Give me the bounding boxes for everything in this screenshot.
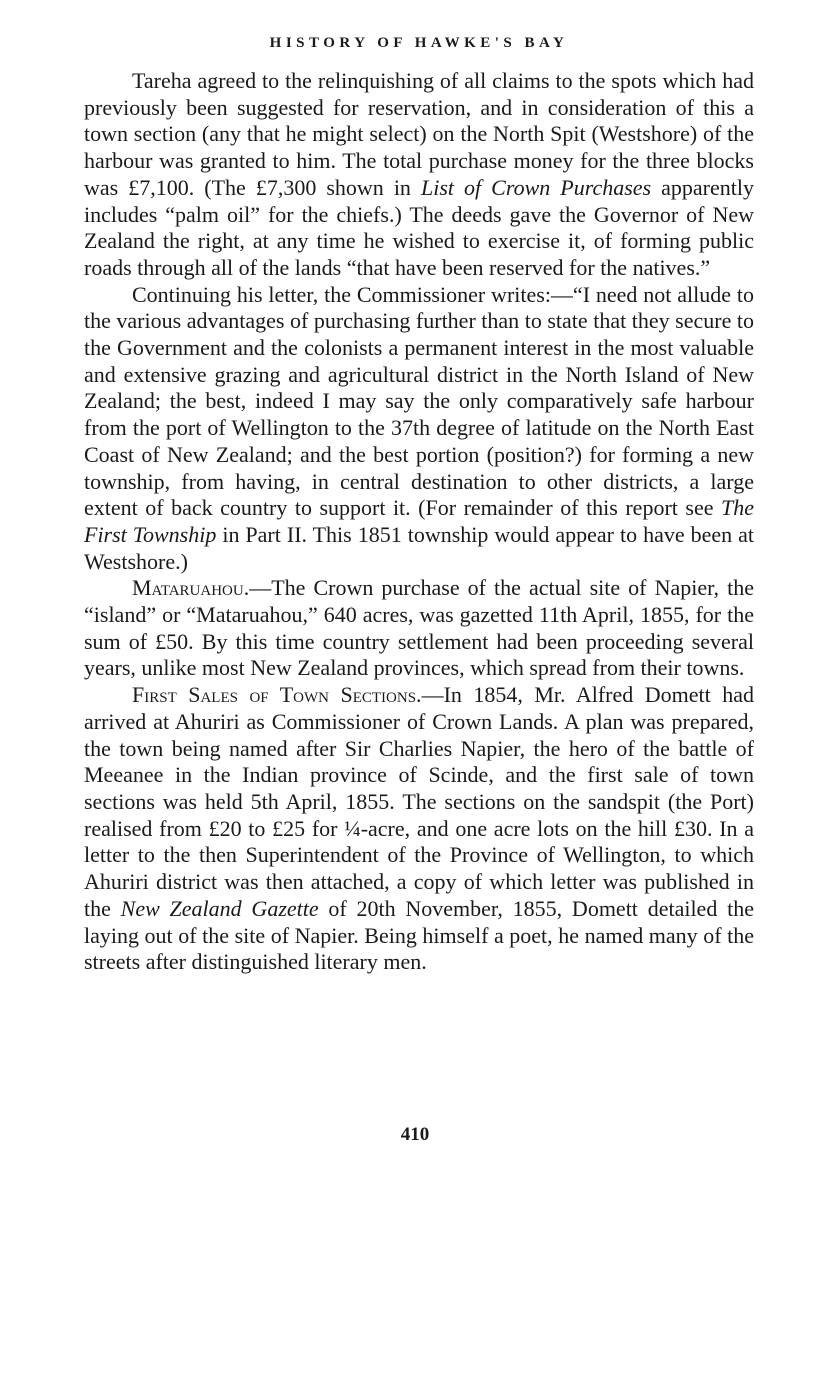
running-head: HISTORY OF HAWKE'S BAY bbox=[269, 35, 569, 51]
paragraph-1-text-a: Tareha agreed to the relinquishing of all claims to the spots which had previously been suggested for reservation, and in consideration of this a town section (any that he might select) on the North Spit (Westshore) of the harbour was granted to him. The total purchase money for the three blocks was £7,100. (The £7,300 shown in bbox=[84, 68, 754, 200]
paragraph-3 bbox=[84, 575, 754, 682]
section-heading-mataruahou: Mataruahou. bbox=[132, 575, 250, 601]
paragraph-3-text-a: —The Crown purchase of the actual site of Napier, the “island” or “Mataruahou,” 640 acres, was gazetted 11th April, 1855, for the sum of £50. By this time country settlement had been proceeding several years, unlike most New Zealand provinces, which spread from their towns. bbox=[84, 575, 754, 681]
paragraph-4-text-a: —In 1854, Mr. Alfred Domett had arrived at Ahuriri as Commissioner of Crown Lands. A plan was prepared, the town being named after Sir Charlies Napier, the hero of the battle of Meeanee in the Indian province of Scinde, and the first sale of town sections was held 5th April, 1855. The sections on the sandspit (the Port) realised from £20 to £25 for ¼-acre, and one acre lots on the hill £30. In a letter to the then Superintendent of the Province of Wellington, to which Ahuriri district was then attached, a copy of which letter was published in the bbox=[84, 682, 754, 921]
paragraph-1-italic-title: List of Crown Purchases bbox=[420, 174, 652, 200]
body-text bbox=[84, 68, 754, 976]
paragraph-4 bbox=[84, 682, 754, 976]
paragraph-4-italic-title: New Zealand Gazette bbox=[120, 895, 319, 921]
paragraph-4-text-b: of 20th November, 1855, Domett detailed the laying out of the site of Napier. Being himself a poet, he named many of the streets after distinguished literary men. bbox=[84, 895, 754, 975]
paragraph-2-italic-title: The First Township bbox=[84, 495, 754, 547]
paragraph-2-text-a: Continuing his letter, the Commissioner writes:—“I need not allude to the various advantages of purchasing further than to state that they secure to the Government and the colonists a permanent interest in the most valuable and extensive grazing and agricultural district in the North Island of New Zealand; the best, indeed I may say the only comparatively safe harbour from the port of Wellington to the 37th degree of latitude on the North East Coast of New Zealand; and the best portion (position?) for forming a new township, from having, in central destination to other districts, a large extent of back country to support it. (For remainder of this report see bbox=[84, 281, 754, 521]
paragraph-2-text-b: in Part II. This 1851 township would appear to have been at Westshore.) bbox=[84, 521, 754, 574]
paragraph-1-text-b: apparently includes “palm oil” for the chiefs.) The deeds gave the Governor of New Zealand the right, at any time he wished to exercise it, of forming public roads through all of the lands “that have been reserved for the natives.” bbox=[84, 174, 754, 280]
paragraph-2 bbox=[84, 282, 754, 576]
page-number: 410 bbox=[400, 1124, 430, 1145]
paragraph-1 bbox=[84, 68, 754, 282]
section-heading-first-sales: First Sales of Town Sections. bbox=[132, 682, 422, 708]
page bbox=[84, 32, 754, 976]
